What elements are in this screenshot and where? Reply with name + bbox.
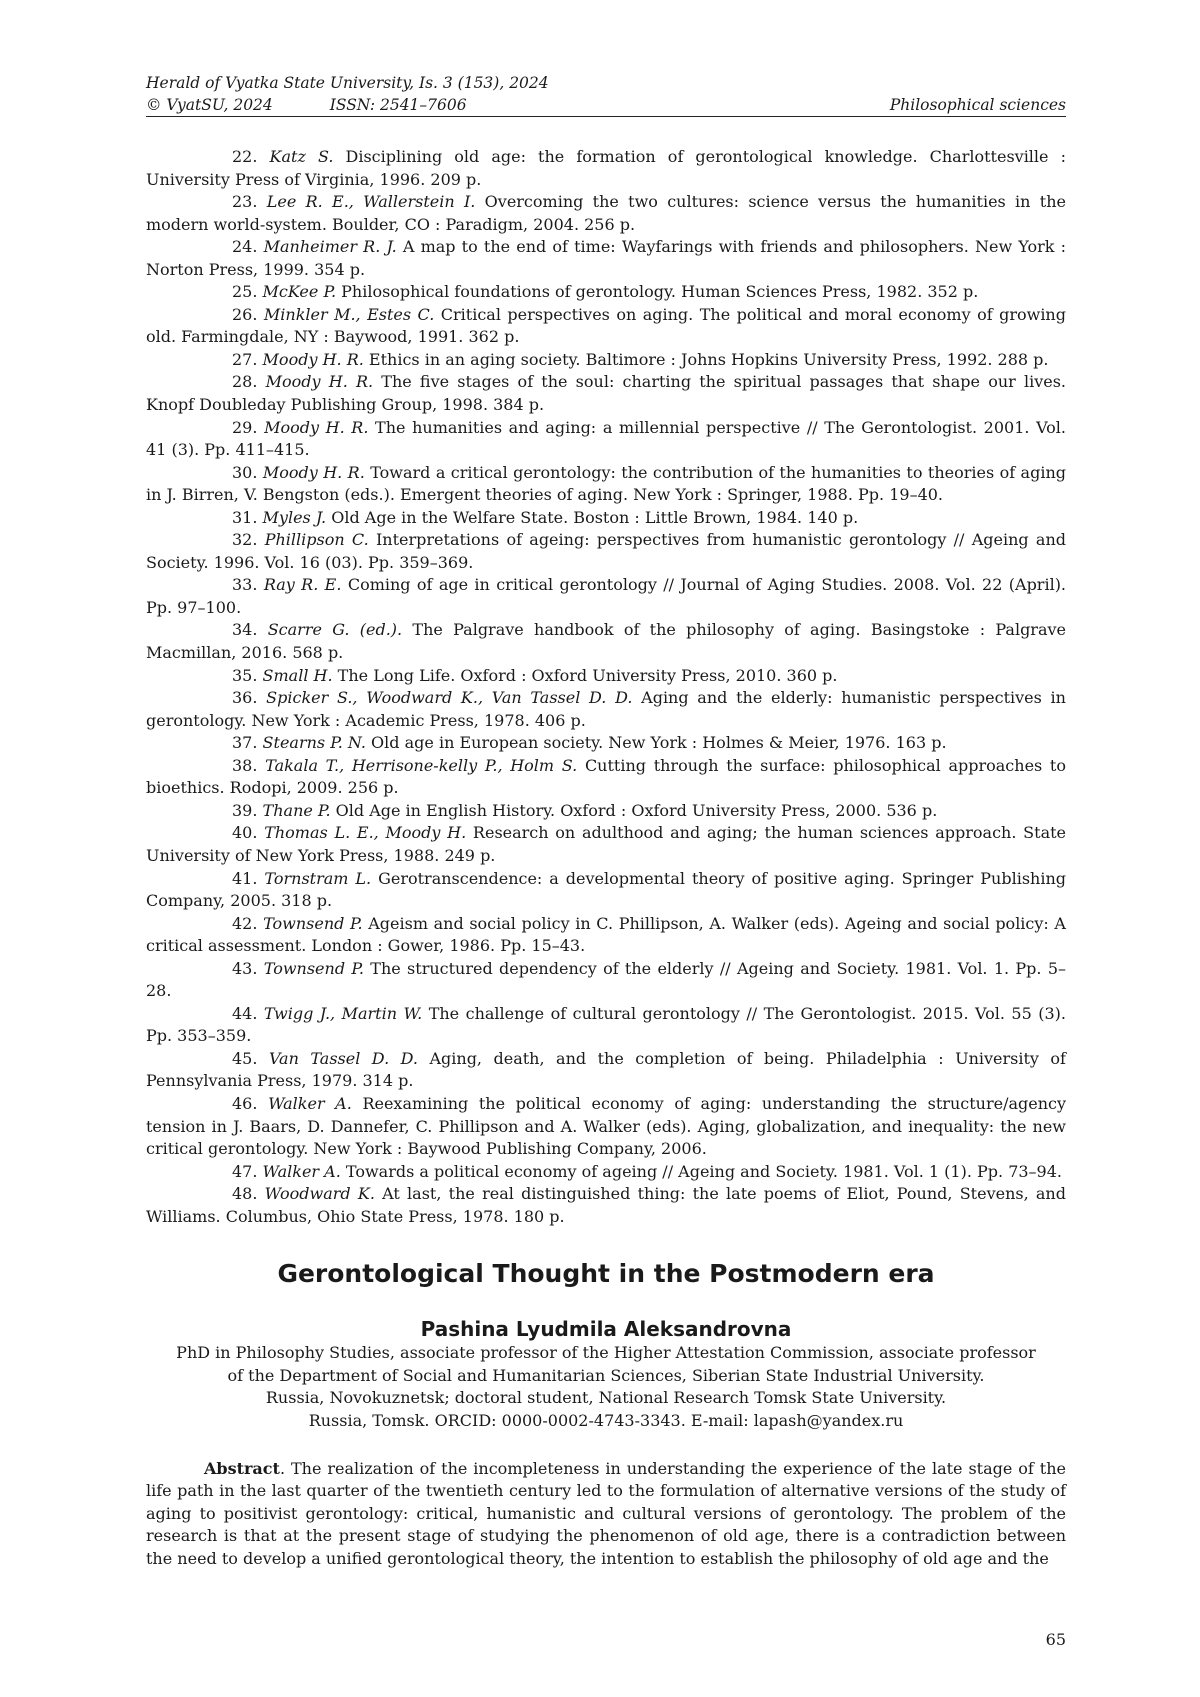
author-affiliation: [146, 1342, 1066, 1432]
reference-item: [146, 236, 1066, 281]
reference-number: 48.: [232, 1184, 257, 1203]
reference-text: The Long Life. Oxford : Oxford University Press, 2010. 360 p.: [338, 666, 838, 685]
reference-text: Ethics in an aging society. Baltimore : Johns Hopkins University Press, 1992. 288 p.: [369, 350, 1049, 369]
reference-text: Research on adulthood and aging; the human sciences approach. State University of New York Press, 1988. 249 p.: [146, 823, 1066, 865]
reference-number: 36.: [232, 688, 257, 707]
reference-authors: Katz S.: [270, 147, 334, 166]
reference-item: [146, 146, 1066, 191]
reference-authors: Thane P.: [263, 801, 331, 820]
reference-text: The five stages of the soul: charting the spiritual passages that shape our lives. Knopf Doubleday Publishing Group, 1998. 384 p.: [146, 372, 1066, 414]
reference-authors: Small H.: [263, 666, 333, 685]
reference-number: 31.: [232, 508, 257, 527]
reference-authors: Moody H. R.: [266, 372, 373, 391]
reference-authors: Myles J.: [263, 508, 327, 527]
reference-authors: Takala T., Herrisone-kelly P., Holm S.: [265, 756, 577, 775]
reference-item: [146, 619, 1066, 664]
reference-authors: Van Tassel D. D.: [269, 1049, 418, 1068]
reference-number: 42.: [232, 914, 257, 933]
reference-text: The challenge of cultural gerontology // The Gerontologist. 2015. Vol. 55 (3). Pp. 353–359.: [146, 1004, 1066, 1046]
reference-number: 24.: [232, 237, 257, 256]
reference-item: [146, 191, 1066, 236]
reference-text: Old age in European society. New York : Holmes & Meier, 1976. 163 p.: [371, 733, 947, 752]
reference-number: 28.: [232, 372, 257, 391]
reference-number: 23.: [232, 192, 257, 211]
reference-authors: Walker A.: [268, 1094, 352, 1113]
reference-number: 39.: [232, 801, 257, 820]
reference-authors: Tornstram L.: [264, 869, 371, 888]
reference-text: The humanities and aging: a millennial perspective // The Gerontologist. 2001. Vol. 41 (3). Pp. 411–415.: [146, 418, 1066, 460]
reference-authors: Thomas L. E., Moody H.: [264, 823, 466, 842]
page-number: 65: [1046, 1630, 1066, 1649]
reference-authors: Phillipson C.: [265, 530, 369, 549]
reference-authors: Moody H. R.: [263, 463, 365, 482]
reference-item: [146, 687, 1066, 732]
reference-text: Towards a political economy of ageing // Ageing and Society. 1981. Vol. 1 (1). Pp. 73–94.: [346, 1162, 1062, 1181]
reference-authors: Spicker S., Woodward K., Van Tassel D. D.: [266, 688, 632, 707]
reference-number: 22.: [232, 147, 257, 166]
abstract: [146, 1458, 1066, 1570]
reference-authors: Moody H. R.: [264, 418, 368, 437]
reference-text: At last, the real distinguished thing: the late poems of Eliot, Pound, Stevens, and Williams. Columbus, Ohio State Press, 1978. 180 p.: [146, 1184, 1066, 1226]
reference-item: [146, 1003, 1066, 1048]
reference-authors: Walker A.: [263, 1162, 341, 1181]
reference-text: Critical perspectives on aging. The political and moral economy of growing old. Farmingdale, NY : Baywood, 1991. 362 p.: [146, 305, 1066, 347]
issn: ISSN: 2541–7606: [330, 94, 467, 116]
reference-item: [146, 868, 1066, 913]
reference-authors: Moody H. R.: [263, 350, 364, 369]
header-meta-row: [146, 94, 1066, 117]
reference-item: [146, 822, 1066, 867]
reference-authors: Ray R. E.: [264, 575, 342, 594]
section-name: Philosophical sciences: [890, 94, 1066, 116]
reference-item: [146, 913, 1066, 958]
affiliation-line: Russia, Tomsk. ORCID: 0000-0002-4743-3343. E-mail: lapash@yandex.ru: [146, 1410, 1066, 1433]
reference-authors: Stearns P. N.: [263, 733, 366, 752]
reference-number: 34.: [232, 620, 257, 639]
reference-text: A map to the end of time: Wayfarings with friends and philosophers. New York : Norton Press, 1999. 354 p.: [146, 237, 1066, 279]
reference-item: [146, 529, 1066, 574]
reference-number: 37.: [232, 733, 257, 752]
reference-authors: Minkler M., Estes C.: [264, 305, 434, 324]
reference-number: 47.: [232, 1162, 257, 1181]
reference-authors: Manheimer R. J.: [264, 237, 397, 256]
reference-authors: Twigg J., Martin W.: [264, 1004, 422, 1023]
reference-item: [146, 1093, 1066, 1161]
running-header: [146, 72, 1066, 117]
reference-text: Philosophical foundations of gerontology. Human Sciences Press, 1982. 352 p.: [341, 282, 978, 301]
reference-number: 30.: [232, 463, 257, 482]
reference-text: Disciplining old age: the formation of gerontological knowledge. Charlottesville : University Press of Virginia, 1996. 209 p.: [146, 147, 1066, 189]
reference-authors: Woodward K.: [265, 1184, 375, 1203]
reference-item: [146, 417, 1066, 462]
reference-text: Aging, death, and the completion of being. Philadelphia : University of Pennsylvania Press, 1979. 314 p.: [146, 1049, 1066, 1091]
reference-authors: Townsend P.: [263, 914, 363, 933]
reference-authors: Townsend P.: [264, 959, 364, 978]
reference-item: [146, 1048, 1066, 1093]
abstract-paragraph: [146, 1458, 1066, 1570]
header-left: [146, 94, 467, 116]
journal-name: Herald of Vyatka State University, Is. 3 (153), 2024: [146, 72, 1066, 94]
affiliation-line: PhD in Philosophy Studies, associate professor of the Higher Attestation Commission, associate professor: [146, 1342, 1066, 1365]
abstract-text: . The realization of the incompleteness in understanding the experience of the late stage of the life path in the last quarter of the twentieth century led to the formulation of alternative versions of the study of aging to positivist gerontology: critical, humanistic and cultural versions of gerontology. The problem of the research is that at the present stage of studying the phenomenon of old age, there is a contradiction between the need to develop a unified gerontological theory, the intention to establish the philosophy of old age and the: [146, 1459, 1066, 1568]
reference-item: [146, 732, 1066, 755]
reference-authors: Lee R. E., Wallerstein I.: [267, 192, 476, 211]
reference-text: Old Age in English History. Oxford : Oxford University Press, 2000. 536 p.: [336, 801, 938, 820]
reference-item: [146, 1183, 1066, 1228]
reference-number: 32.: [232, 530, 257, 549]
reference-text: The structured dependency of the elderly // Ageing and Society. 1981. Vol. 1. Pp. 5–28.: [146, 959, 1066, 1001]
copyright: © VyatSU, 2024: [146, 94, 273, 116]
reference-text: The Palgrave handbook of the philosophy of aging. Basingstoke : Palgrave Macmillan, 2016. 568 p.: [146, 620, 1066, 662]
reference-item: [146, 574, 1066, 619]
reference-text: Gerotranscendence: a developmental theory of positive aging. Springer Publishing Company, 2005. 318 p.: [146, 869, 1066, 911]
reference-item: [146, 800, 1066, 823]
reference-text: Ageism and social policy in C. Phillipson, A. Walker (eds). Ageing and social policy: A critical assessment. London : Gower, 1986. Pp. 15–43.: [146, 914, 1066, 956]
reference-text: Toward a critical gerontology: the contribution of the humanities to theories of aging in J. Birren, V. Bengston (eds.). Emergent theories of aging. New York : Springer, 1988. Pp. 19–40.: [146, 463, 1066, 505]
author-name: Pashina Lyudmila Aleksandrovna: [146, 1316, 1066, 1342]
reference-item: [146, 958, 1066, 1003]
reference-text: Old Age in the Welfare State. Boston : Little Brown, 1984. 140 p.: [331, 508, 858, 527]
reference-text: Aging and the elderly: humanistic perspectives in gerontology. New York : Academic Press, 1978. 406 p.: [146, 688, 1066, 730]
reference-number: 44.: [232, 1004, 257, 1023]
reference-item: [146, 304, 1066, 349]
reference-number: 27.: [232, 350, 257, 369]
reference-number: 43.: [232, 959, 257, 978]
reference-number: 41.: [232, 869, 257, 888]
reference-item: [146, 281, 1066, 304]
reference-item: [146, 462, 1066, 507]
reference-authors: Scarre G. (ed.).: [268, 620, 402, 639]
reference-text: Reexamining the political economy of aging: understanding the structure/agency tension in J. Baars, D. Dannefer, C. Phillipson and A. Walker (eds). Aging, globalization, and inequality: the new critical gerontology. New York : Baywood Publishing Company, 2006.: [146, 1094, 1066, 1158]
reference-number: 38.: [232, 756, 257, 775]
reference-text: Coming of age in critical gerontology // Journal of Aging Studies. 2008. Vol. 22 (April). Pp. 97–100.: [146, 575, 1066, 617]
reference-text: Overcoming the two cultures: science versus the humanities in the modern world-system. Boulder, CO : Paradigm, 2004. 256 p.: [146, 192, 1066, 234]
reference-text: Cutting through the surface: philosophical approaches to bioethics. Rodopi, 2009. 256 p.: [146, 756, 1066, 798]
reference-item: [146, 371, 1066, 416]
reference-text: Interpretations of ageing: perspectives from humanistic gerontology // Ageing and Society. 1996. Vol. 16 (03). Pp. 359–369.: [146, 530, 1066, 572]
reference-number: 35.: [232, 666, 257, 685]
affiliation-line: of the Department of Social and Humanitarian Sciences, Siberian State Industrial University.: [146, 1365, 1066, 1388]
reference-item: [146, 755, 1066, 800]
article-title: Gerontological Thought in the Postmodern era: [146, 1258, 1066, 1290]
reference-item: [146, 1161, 1066, 1184]
reference-number: 26.: [232, 305, 257, 324]
reference-number: 33.: [232, 575, 257, 594]
reference-number: 46.: [232, 1094, 257, 1113]
affiliation-line: Russia, Novokuznetsk; doctoral student, National Research Tomsk State University.: [146, 1387, 1066, 1410]
reference-item: [146, 349, 1066, 372]
reference-number: 40.: [232, 823, 257, 842]
reference-item: [146, 665, 1066, 688]
abstract-label: Abstract: [204, 1459, 280, 1478]
reference-list: [146, 146, 1066, 1228]
reference-number: 25.: [232, 282, 257, 301]
reference-item: [146, 507, 1066, 530]
reference-authors: McKee P.: [263, 282, 337, 301]
reference-number: 29.: [232, 418, 257, 437]
page: [0, 0, 1200, 1697]
reference-number: 45.: [232, 1049, 257, 1068]
